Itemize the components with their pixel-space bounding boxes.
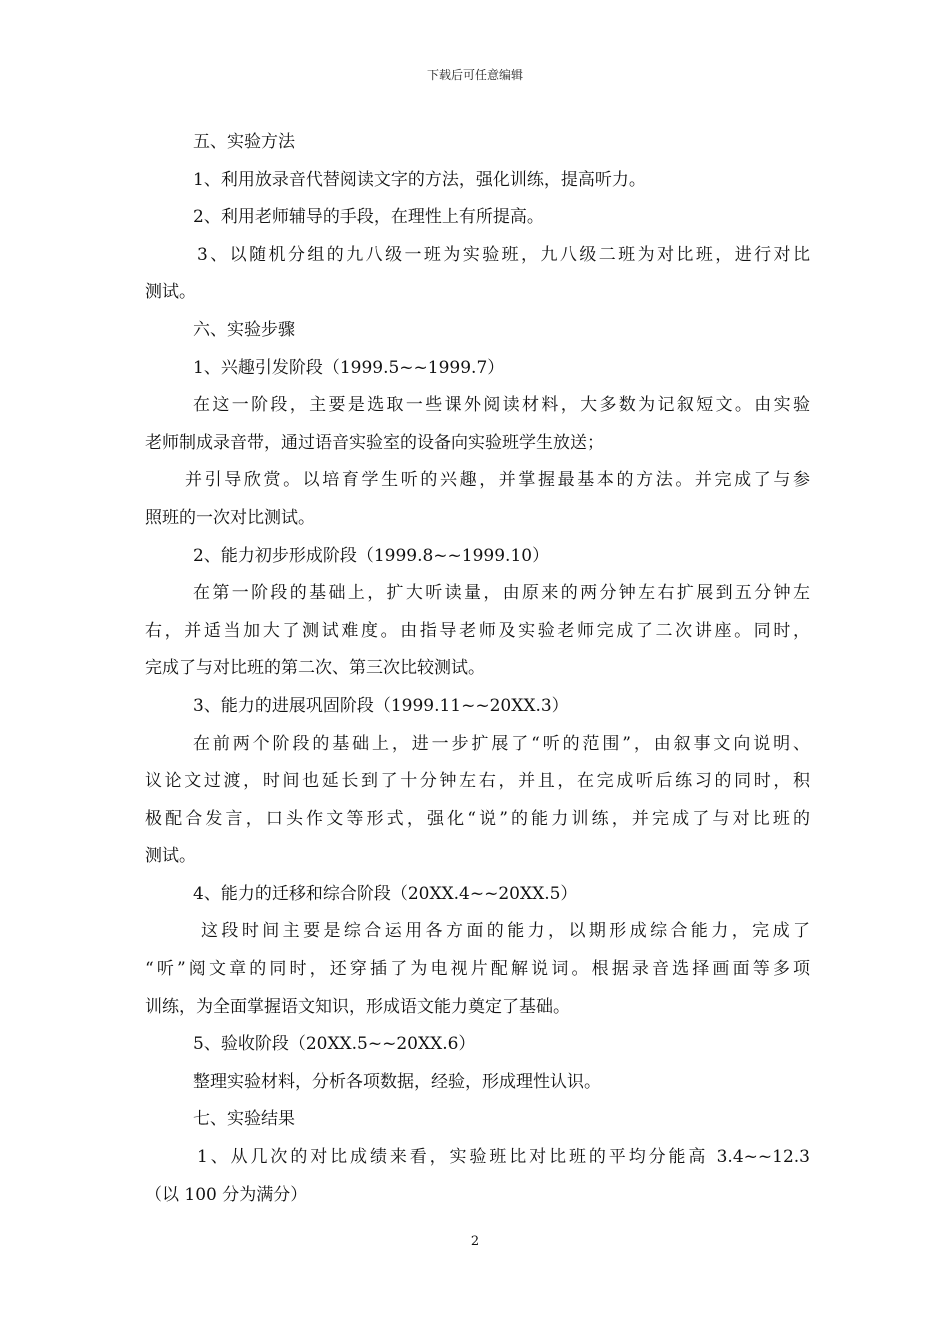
paragraph-line: 老师制成录音带，通过语音实验室的设备向实验班学生放送；	[145, 432, 604, 453]
section-heading: 五、实验方法	[193, 132, 295, 152]
paragraph-line: 这段时间主要是综合运用各方面的能力，以期形成综合能力，完成了	[201, 921, 810, 942]
paragraph-line: 训练，为全面掌握语文知识，形成语文能力奠定了基础。	[145, 996, 570, 1017]
paragraph-line: 1、从几次的对比成绩来看，实验班比对比班的平均分能高 3.4~~12.3	[197, 1147, 810, 1168]
paragraph-line: 在第一阶段的基础上，扩大听读量，由原来的两分钟左右扩展到五分钟左	[193, 583, 810, 604]
page-header: 下载后可任意编辑	[426, 68, 523, 82]
paragraph-line: 4、能力的迁移和综合阶段（20XX.4~~20XX.5）	[193, 883, 578, 904]
paragraph-line: 完成了与对比班的第二次、第三次比较测试。	[145, 658, 485, 679]
document-body	[145, 124, 810, 1214]
paragraph-line: 2、能力初步形成阶段（1999.8~~1999.10）	[193, 545, 550, 566]
paragraph-line: 1、兴趣引发阶段（1999.5~~1999.7）	[193, 357, 505, 378]
paragraph-line: 议论文过渡，时间也延长到了十分钟左右，并且，在完成听后练习的同时，积	[145, 771, 810, 792]
paragraph-line: “听”阅文章的同时，还穿插了为电视片配解说词。根据录音选择画面等多项	[145, 959, 810, 980]
paragraph-line: 1、利用放录音代替阅读文字的方法，强化训练，提高听力。	[193, 169, 646, 190]
paragraph-line: 3、能力的进展巩固阶段（1999.11~~20XX.3）	[193, 695, 569, 716]
paragraph-line: 2、利用老师辅导的手段，在理性上有所提高。	[193, 207, 544, 228]
paragraph-line: 极配合发言，口头作文等形式，强化“说”的能力训练，并完成了与对比班的	[145, 808, 810, 829]
paragraph-line: 在这一阶段，主要是选取一些课外阅读材料，大多数为记叙短文。由实验	[193, 395, 810, 416]
paragraph-line: 整理实验材料，分析各项数据，经验，形成理性认识。	[193, 1071, 601, 1092]
paragraph-line: 3、以随机分组的九八级一班为实验班，九八级二班为对比班，进行对比	[197, 244, 810, 265]
paragraph-line: 右，并适当加大了测试难度。由指导老师及实验老师完成了二次讲座。同时，	[145, 620, 810, 641]
paragraph-line: 测试。	[145, 846, 196, 867]
section-heading: 七、实验结果	[193, 1109, 295, 1130]
paragraph-line: （以 100 分为满分）	[145, 1184, 308, 1205]
paragraph-line: 照班的一次对比测试。	[145, 507, 315, 528]
paragraph-line: 测试。	[145, 282, 196, 303]
paragraph-line: 并引导欣赏。以培育学生听的兴趣，并掌握最基本的方法。并完成了与参	[185, 470, 810, 491]
paragraph-line: 5、验收阶段（20XX.5~~20XX.6）	[193, 1034, 476, 1055]
page-number: 2	[470, 1234, 480, 1249]
paragraph-line: 在前两个阶段的基础上，进一步扩展了“听的范围”，由叙事文向说明、	[193, 733, 810, 754]
section-heading: 六、实验步骤	[193, 319, 295, 340]
